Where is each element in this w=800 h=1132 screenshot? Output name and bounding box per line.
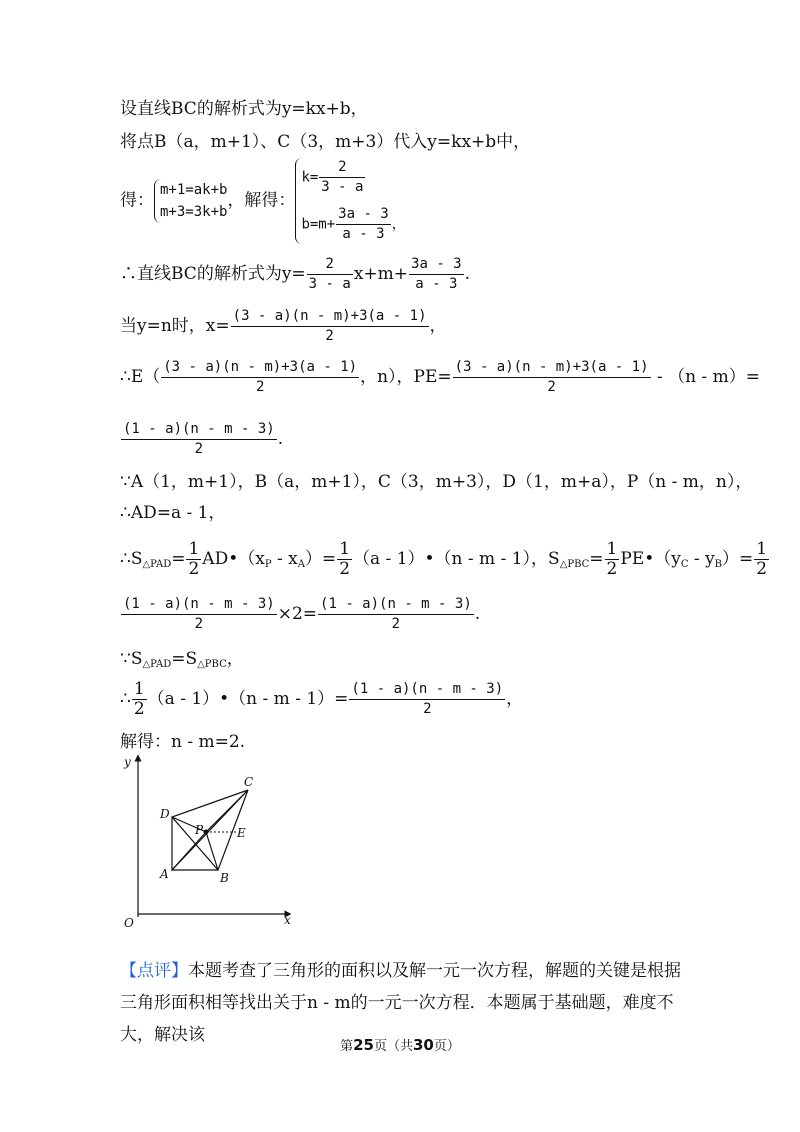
denominator: 2 xyxy=(133,699,145,719)
comment-tag: 【点评】 xyxy=(120,961,188,981)
numerator: 1 xyxy=(133,679,145,699)
denominator: a - 3 xyxy=(415,276,458,292)
text: k= xyxy=(301,169,319,186)
text: 得： xyxy=(120,190,154,211)
denominator: 2 xyxy=(547,379,556,395)
denominator: 2 xyxy=(194,441,204,457)
numerator: 2 xyxy=(319,158,365,178)
numerator: 1 xyxy=(339,539,351,559)
line-2: 将点B（a，m+1）、C（3，m+3）代入y=kx+b中， xyxy=(120,132,531,152)
line-12 xyxy=(120,648,244,676)
denominator: 2 xyxy=(606,559,618,579)
numerator: (1 - a)(n - m - 3) xyxy=(349,680,505,700)
text: ）= xyxy=(304,549,337,569)
numerator: 1 xyxy=(756,539,768,559)
equation: m+3=3k+b xyxy=(160,204,228,220)
denominator: 2 xyxy=(194,616,204,632)
numerator: (3 - a)(n - m)+3(a - 1) xyxy=(453,358,651,378)
point-P xyxy=(204,830,209,835)
text: 页） xyxy=(433,1039,460,1054)
subscript: B xyxy=(714,559,723,570)
denominator: 3 - a xyxy=(308,276,351,292)
text: （a - 1）•（n - m - 1）= xyxy=(147,689,349,709)
numerator: (3 - a)(n - m)+3(a - 1) xyxy=(231,307,429,327)
text: = xyxy=(589,549,604,569)
line-3 xyxy=(120,158,406,244)
line-14: 解得：n - m=2. xyxy=(120,732,246,752)
line-8: ∵A（1，m+1），B（a，m+1），C（3，m+3），D（1，m+a），P（n - m，n）， xyxy=(120,472,753,492)
text: ， xyxy=(506,689,524,709)
subscript: C xyxy=(680,559,689,570)
page-footer xyxy=(0,1035,800,1054)
text: （a - 1）•（n - m - 1），S xyxy=(353,549,560,569)
numerator: 3a - 3 xyxy=(336,205,391,225)
line-6 xyxy=(120,358,760,397)
label-A: A xyxy=(160,867,169,881)
equation xyxy=(301,205,405,244)
text: = xyxy=(171,549,186,569)
denominator: 2 xyxy=(423,701,432,717)
label-E: E xyxy=(237,826,246,840)
line-9: ∴AD=a - 1， xyxy=(120,503,226,523)
numerator: (1 - a)(n - m - 3) xyxy=(318,595,474,615)
text: ）= xyxy=(722,549,754,569)
equation xyxy=(301,158,405,197)
text: b=m+ xyxy=(301,216,336,233)
equation-system-2 xyxy=(295,158,405,244)
text: ， xyxy=(226,649,244,669)
denominator: a - 3 xyxy=(342,226,385,242)
numerator: (1 - a)(n - m - 3) xyxy=(121,595,277,615)
text: ∵S xyxy=(120,649,143,669)
numerator: 2 xyxy=(307,255,353,275)
denominator: 2 xyxy=(756,559,768,579)
text: - y xyxy=(688,549,715,569)
label-y: y xyxy=(124,755,131,769)
segment-PB xyxy=(206,832,218,870)
subscript: △PBC xyxy=(197,659,227,670)
equation: m+1=ak+b xyxy=(160,182,228,198)
text: x+m+ xyxy=(353,264,409,284)
subscript: A xyxy=(297,559,305,570)
line-1: 设直线BC的解析式为y=kx+b， xyxy=(120,99,368,119)
line-10 xyxy=(120,540,770,579)
text: 第 xyxy=(340,1039,354,1054)
line-11 xyxy=(120,595,480,634)
page-total: 30 xyxy=(413,1036,434,1054)
line-4 xyxy=(120,255,470,294)
line-5 xyxy=(120,307,447,346)
subscript: △PBC xyxy=(559,559,590,570)
text: ， xyxy=(391,216,406,233)
subscript: △PAD xyxy=(142,659,172,670)
comment-text: 本题考查了三角形的面积以及解一元一次方程，解题的关键是根据三角形面积相等找出关于n - m的一元一次方程．本题属于基础题，难度不大，解决该 xyxy=(120,961,681,1045)
text: - x xyxy=(271,549,298,569)
denominator: 2 xyxy=(188,559,200,579)
label-D: D xyxy=(160,807,170,821)
text: ∴E（ xyxy=(120,367,161,387)
numerator: (3 - a)(n - m)+3(a - 1) xyxy=(161,358,359,378)
text: ，解得： xyxy=(227,190,296,211)
text: . xyxy=(474,604,481,624)
line-13 xyxy=(120,680,523,719)
label-x: x xyxy=(284,913,291,927)
numerator: 1 xyxy=(606,539,618,559)
numerator: 1 xyxy=(188,539,200,559)
text: ∴S xyxy=(120,549,143,569)
equation-system-1 xyxy=(154,179,227,223)
subscript: △PAD xyxy=(142,559,172,570)
text: ∴直线BC的解析式为y= xyxy=(120,264,306,284)
text: 当y=n时，x= xyxy=(120,316,230,336)
text: ∴ xyxy=(120,689,131,709)
numerator: 3a - 3 xyxy=(409,255,464,275)
denominator: 2 xyxy=(391,616,401,632)
label-P: P xyxy=(195,823,204,837)
numerator: (1 - a)(n - m - 3) xyxy=(121,420,277,440)
text: - （n - m）= xyxy=(651,367,760,387)
denominator: 3 - a xyxy=(321,179,364,195)
text: AD•（x xyxy=(202,549,265,569)
page-number: 25 xyxy=(353,1036,374,1054)
text: ， xyxy=(429,316,447,336)
text: PE•（y xyxy=(620,549,681,569)
denominator: 2 xyxy=(255,379,265,395)
denominator: 2 xyxy=(325,328,334,344)
label-C: C xyxy=(244,775,254,789)
text: ×2= xyxy=(277,604,318,624)
text: =S xyxy=(171,649,198,669)
line-7 xyxy=(120,420,283,459)
text: 页（共 xyxy=(373,1039,413,1054)
text: . xyxy=(464,264,471,284)
subscript: P xyxy=(264,559,272,570)
text: ，n），PE= xyxy=(360,367,452,387)
geometry-figure xyxy=(110,752,310,932)
text: . xyxy=(277,429,284,449)
label-B: B xyxy=(220,871,229,885)
denominator: 2 xyxy=(339,559,351,579)
label-O: O xyxy=(124,916,134,930)
